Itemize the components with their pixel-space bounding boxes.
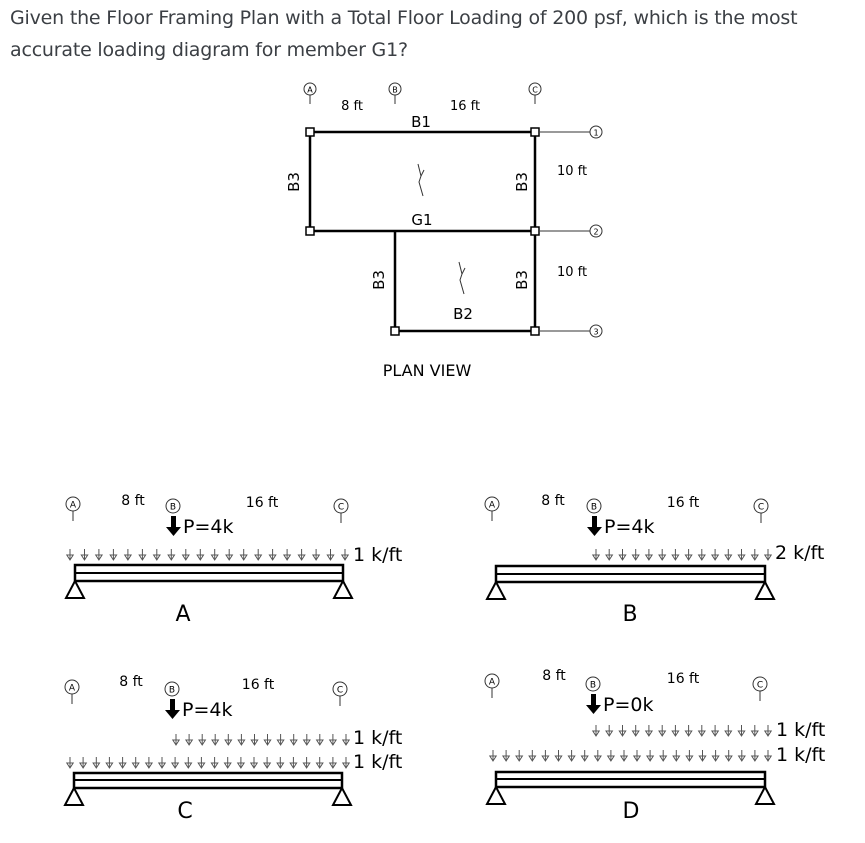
load-arrow (277, 734, 283, 745)
plan-label-b2: B2 (453, 305, 473, 323)
plan-view (285, 83, 602, 380)
load-arrow (633, 549, 639, 560)
svg-text:B: B (168, 685, 176, 696)
option-b-point-load-arrow (587, 516, 602, 536)
load-arrow (685, 549, 691, 560)
svg-text:C: C (757, 502, 765, 513)
plan-label-b1: B1 (411, 113, 431, 131)
load-arrow (725, 725, 731, 736)
load-arrow (619, 549, 625, 560)
load-arrow (154, 549, 160, 560)
option-c-bubble-c (333, 682, 347, 706)
option-d-dist-load-label-bottom: 1 k/ft (776, 744, 826, 766)
load-arrow (593, 549, 599, 560)
load-arrow (238, 734, 244, 745)
option-b-dim-2: 16 ft (666, 495, 700, 511)
load-arrow (699, 750, 705, 761)
load-arrow (290, 757, 296, 768)
load-arrow (255, 549, 261, 560)
svg-text:A: A (488, 677, 496, 688)
svg-text:C: C (336, 685, 344, 696)
option-b-dist-load-label: 2 k/ft (775, 542, 825, 564)
load-arrow (529, 750, 535, 761)
load-arrow (582, 750, 588, 761)
option-d-dist-load-arrows-top (593, 725, 771, 736)
plan-grid-bubble-3 (540, 325, 602, 337)
load-arrow (67, 549, 73, 560)
load-arrow (317, 734, 323, 745)
load-arrow (595, 750, 601, 761)
load-arrow (555, 750, 561, 761)
option-d-bubble-a (485, 674, 499, 698)
load-arrow (621, 750, 627, 761)
load-arrow (490, 750, 496, 761)
load-arrow (80, 757, 86, 768)
plan-label-b3-b: B3 (370, 270, 388, 290)
load-arrow (93, 757, 99, 768)
load-arrow (106, 757, 112, 768)
plan-span-arrows (418, 164, 465, 294)
option-c-dim-1: 8 ft (119, 674, 143, 690)
option-b-bubble-a (485, 497, 499, 521)
option-b-bubble-b (587, 499, 601, 513)
load-arrow (343, 734, 349, 745)
option-c-dim-2: 16 ft (241, 677, 275, 693)
option-a-bubble-b (166, 499, 180, 513)
load-arrow (672, 549, 678, 560)
option-a-dist-load-label: 1 k/ft (353, 544, 403, 566)
load-arrow (226, 549, 232, 560)
option-c-bubble-a (65, 680, 79, 704)
load-arrow (752, 549, 758, 560)
load-arrow (304, 734, 310, 745)
load-arrow (765, 725, 771, 736)
load-arrow (619, 725, 625, 736)
load-arrow (251, 757, 257, 768)
load-arrow (133, 757, 139, 768)
load-arrow (168, 549, 174, 560)
load-arrow (110, 549, 116, 560)
svg-text:C: C (337, 502, 345, 513)
load-arrow (659, 725, 665, 736)
load-arrow (699, 549, 705, 560)
load-arrow (712, 549, 718, 560)
load-arrow (313, 549, 319, 560)
load-arrow (686, 750, 692, 761)
option-c-point-load-arrow (165, 699, 180, 719)
svg-text:A: A (488, 500, 496, 511)
option-d-support-right (756, 787, 774, 804)
load-arrow (183, 549, 189, 560)
load-arrow (712, 750, 718, 761)
load-arrow (606, 549, 612, 560)
option-d-letter: D (622, 799, 640, 824)
load-arrow (725, 549, 731, 560)
load-arrow (225, 734, 231, 745)
load-arrow (119, 757, 125, 768)
option-a-support-right (334, 581, 352, 598)
load-arrow (726, 750, 732, 761)
option-c (65, 674, 402, 824)
option-b-dim-1: 8 ft (541, 493, 565, 509)
option-d-bubble-c (753, 677, 767, 701)
plan-grid-bubble-c (529, 83, 541, 104)
option-a-point-load-arrow (166, 516, 181, 536)
load-arrow (739, 750, 745, 761)
load-arrow (685, 725, 691, 736)
load-arrow (330, 757, 336, 768)
load-arrow (264, 757, 270, 768)
option-b-point-load: P=4k (604, 516, 655, 538)
load-arrow (185, 757, 191, 768)
load-arrow (593, 725, 599, 736)
load-arrow (342, 549, 348, 560)
load-arrow (606, 725, 612, 736)
load-arrow (264, 734, 270, 745)
svg-text:B: B (169, 502, 177, 513)
load-arrow (251, 734, 257, 745)
svg-text:B: B (392, 85, 398, 95)
plan-grid-bubble-2 (540, 225, 602, 237)
option-d-support-left (487, 787, 505, 804)
load-arrow (673, 750, 679, 761)
svg-text:3: 3 (593, 327, 599, 337)
option-d-point-load: P=0k (603, 694, 654, 716)
load-arrow (738, 549, 744, 560)
option-b-bubble-c (754, 499, 768, 523)
load-arrow (738, 725, 744, 736)
option-d-point-load-arrow (586, 694, 601, 714)
load-arrow (647, 750, 653, 761)
option-b-dist-load-arrows (593, 549, 771, 560)
load-arrow (712, 725, 718, 736)
load-arrow (503, 750, 509, 761)
svg-text:A: A (68, 683, 76, 694)
load-arrow (317, 757, 323, 768)
load-arrow (327, 549, 333, 560)
load-arrow (660, 750, 666, 761)
option-b-support-left (487, 582, 505, 599)
option-a-letter: A (175, 602, 191, 627)
load-arrow (67, 757, 73, 768)
option-a-bubble-a (66, 497, 80, 521)
load-arrow (646, 549, 652, 560)
load-arrow (765, 549, 771, 560)
option-c-support-left (65, 788, 83, 805)
plan-label-g1: G1 (411, 211, 433, 229)
option-c-dist-load-label-bottom: 1 k/ft (353, 751, 403, 773)
load-arrow (568, 750, 574, 761)
option-b (485, 493, 824, 627)
plan-label-b3-c1: B3 (513, 172, 531, 192)
load-arrow (765, 750, 771, 761)
option-b-letter: B (622, 602, 638, 627)
load-arrow (211, 757, 217, 768)
question-text: Given the Floor Framing Plan with a Total Floor Loading of 200 psf, which is the most accurate loading diagram for member G1? (10, 7, 798, 61)
option-d-bubble-b (586, 677, 600, 691)
plan-dim-bc: 16 ft (449, 99, 481, 114)
svg-text:B: B (590, 502, 598, 513)
load-arrow (225, 757, 231, 768)
load-arrow (186, 734, 192, 745)
svg-text:B: B (589, 680, 597, 691)
load-arrow (646, 725, 652, 736)
load-arrow (125, 549, 131, 560)
option-c-dist-load-label-top: 1 k/ft (353, 727, 403, 749)
plan-dim-12: 10 ft (556, 164, 588, 179)
plan-grid-bubble-b (389, 83, 401, 104)
load-arrow (633, 725, 639, 736)
load-arrow (199, 734, 205, 745)
load-arrow (96, 549, 102, 560)
load-arrow (159, 757, 165, 768)
load-arrow (172, 757, 178, 768)
option-c-dist-load-arrows-top (173, 734, 349, 745)
load-arrow (752, 750, 758, 761)
load-arrow (516, 750, 522, 761)
option-d (485, 668, 825, 824)
load-arrow (672, 725, 678, 736)
plan-caption: PLAN VIEW (382, 361, 472, 380)
option-a (66, 493, 402, 627)
option-a-bubble-c (334, 499, 348, 523)
load-arrow (173, 734, 179, 745)
plan-grid-bubble-a (304, 83, 316, 104)
load-arrow (343, 757, 349, 768)
load-arrow (198, 757, 204, 768)
option-c-bubble-b (165, 682, 179, 696)
load-arrow (291, 734, 297, 745)
plan-grid-bubble-1 (540, 126, 602, 138)
load-arrow (269, 549, 275, 560)
option-a-dist-load-arrows (67, 549, 348, 560)
svg-text:A: A (307, 85, 313, 95)
svg-text:C: C (532, 85, 538, 95)
load-arrow (241, 549, 247, 560)
option-c-point-load: P=4k (182, 699, 233, 721)
load-arrow (81, 549, 87, 560)
load-arrow (146, 757, 152, 768)
option-a-point-load: P=4k (183, 516, 234, 538)
load-arrow (212, 549, 218, 560)
option-c-letter: C (177, 799, 193, 824)
load-arrow (634, 750, 640, 761)
plan-dim-23: 10 ft (556, 265, 588, 280)
load-arrow (699, 725, 705, 736)
load-arrow (330, 734, 336, 745)
load-arrow (238, 757, 244, 768)
option-b-support-right (756, 582, 774, 599)
option-a-support-left (66, 581, 84, 598)
load-arrow (542, 750, 548, 761)
load-arrow (298, 549, 304, 560)
plan-label-b3-a: B3 (285, 172, 303, 192)
svg-text:1: 1 (593, 128, 599, 138)
load-arrow (284, 549, 290, 560)
plan-label-b3-c2: B3 (513, 270, 531, 290)
load-arrow (303, 757, 309, 768)
load-arrow (139, 549, 145, 560)
option-d-dim-2: 16 ft (666, 671, 700, 687)
option-d-dist-load-arrows-bottom (490, 750, 771, 761)
option-c-support-right (333, 788, 351, 805)
load-arrow (659, 549, 665, 560)
option-a-dim-2: 16 ft (245, 495, 279, 511)
load-arrow (197, 549, 203, 560)
plan-dim-ab: 8 ft (341, 99, 363, 114)
option-a-dim-1: 8 ft (121, 493, 145, 509)
load-arrow (608, 750, 614, 761)
load-arrow (752, 725, 758, 736)
svg-text:2: 2 (593, 227, 599, 237)
load-arrow (277, 757, 283, 768)
svg-text:C: C (756, 680, 764, 691)
svg-text:A: A (69, 500, 77, 511)
load-arrow (212, 734, 218, 745)
option-c-dist-load-arrows-bottom (67, 757, 349, 768)
option-d-dist-load-label-top: 1 k/ft (776, 719, 826, 741)
option-d-dim-1: 8 ft (542, 668, 566, 684)
